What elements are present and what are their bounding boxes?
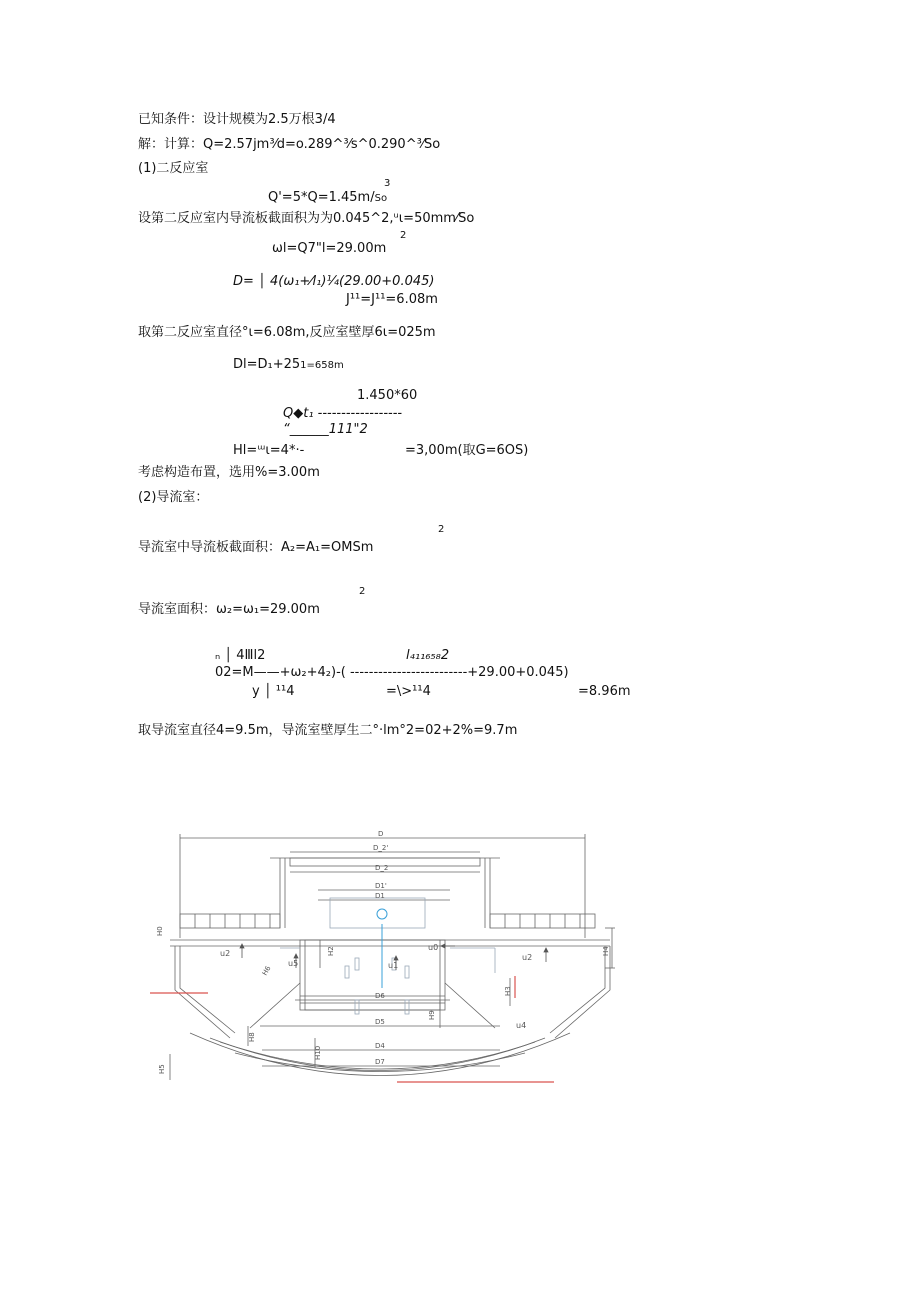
mixer-icon: [377, 909, 387, 919]
clarifier-section-diagram: [150, 828, 790, 1093]
label-u1: u1: [388, 961, 399, 970]
label-h6: H6: [260, 964, 273, 977]
guide-room-diameter-choice: 取导流室直径4=9.5m，导流室壁厚生二°·lm°2=02+2%=9.7m: [138, 723, 518, 738]
superscript: 3: [384, 178, 391, 189]
formula-dl: Dl=D₁+251=658m: [233, 357, 344, 372]
diameter-choice-line: 取第二反应室直径°ι=6.08m,反应室壁厚6ι=025m: [138, 325, 436, 340]
formula-hl-result: =3,00m(取G=6OS): [405, 443, 529, 458]
label-h10: H10: [314, 1045, 322, 1060]
formula-q-prime: Q'=5*Q=1.45m/So: [268, 190, 388, 205]
formula-d2-top-right: l₄₁₁₆₅₈2: [406, 648, 450, 663]
fraction-line: Q◆t₁ ------------------: [283, 406, 403, 421]
label-d2: D_2: [375, 864, 389, 872]
label-d7: D7: [375, 1058, 385, 1066]
label-h3: H3: [504, 986, 512, 996]
formula-d2-top-left: ₙ │ 4Ⅲl2: [215, 648, 266, 663]
label-d5: D5: [375, 1018, 385, 1026]
calc-line-q: 解：计算：Q=2.57jm³⁄d=o.289^³⁄s^0.290^³⁄So: [138, 137, 441, 152]
label-u0: u0: [428, 943, 439, 952]
label-d4: D4: [375, 1042, 385, 1050]
formula-d-result: J¹¹=J¹¹=6.08m: [346, 292, 438, 307]
label-h4: H4: [602, 946, 610, 956]
label-u4: u4: [516, 1021, 527, 1030]
label-h0: H0: [156, 926, 164, 936]
label-d1p: D1': [375, 882, 387, 890]
formula-omega1: ωl=Q7"l=29.00m: [272, 241, 387, 256]
label-h8: H8: [248, 1032, 256, 1042]
superscript: 2: [400, 230, 407, 241]
guide-plate-area-line: 设第二反应室内导流板截面积为为0.045^2,ᵘι=50mm⁄So: [138, 211, 475, 226]
label-d6: D6: [375, 992, 385, 1000]
formula-d: D= │ 4(ω₁+⁄l₁)¼(29.00+0.045): [233, 274, 435, 289]
label-u2-left: u2: [220, 949, 231, 958]
section-2-heading: (2)导流室：: [138, 490, 209, 505]
section-1-heading: (1)二反应室: [138, 161, 209, 176]
superscript: 2: [438, 524, 445, 535]
formula-d2-main: 02=M——+ω₂+4₂)-( -------------------------+29.00+0.045): [215, 665, 569, 680]
formula-d2-result: =8.96m: [578, 684, 631, 699]
structure-light-lines: [280, 898, 495, 1014]
label-u5: u5: [288, 959, 299, 968]
formula-hl: Hl=ᵚι=4*·-: [233, 443, 305, 458]
fraction-denominator: “______111"2: [283, 422, 368, 437]
label-h5: H5: [158, 1064, 166, 1074]
structure-lines: [170, 834, 615, 1080]
label-u2-right: u2: [522, 953, 533, 962]
label-d1: D1: [375, 892, 385, 900]
structure-note: 考虑构造布置，选用%=3.00m: [138, 465, 320, 480]
label-d3p: D_2': [373, 844, 389, 852]
label-h2: H2: [327, 946, 335, 956]
guide-room-area: 导流室面积：ω₂=ω₁=29.00m: [138, 602, 320, 617]
label-h9: H9: [428, 1010, 436, 1020]
formula-d2-bottom-mid: =\>¹¹4: [386, 684, 431, 699]
guide-room-plate-area: 导流室中导流板截面积：A₂=A₁=OMSm: [138, 540, 374, 555]
superscript: 2: [359, 586, 366, 597]
fraction-numerator: 1.450*60: [357, 388, 418, 403]
known-conditions: 已知条件：设计规模为2.5万根3/4: [138, 112, 336, 127]
formula-d2-bottom-left: y │ ¹¹4: [252, 684, 295, 699]
label-d: D: [378, 830, 384, 838]
